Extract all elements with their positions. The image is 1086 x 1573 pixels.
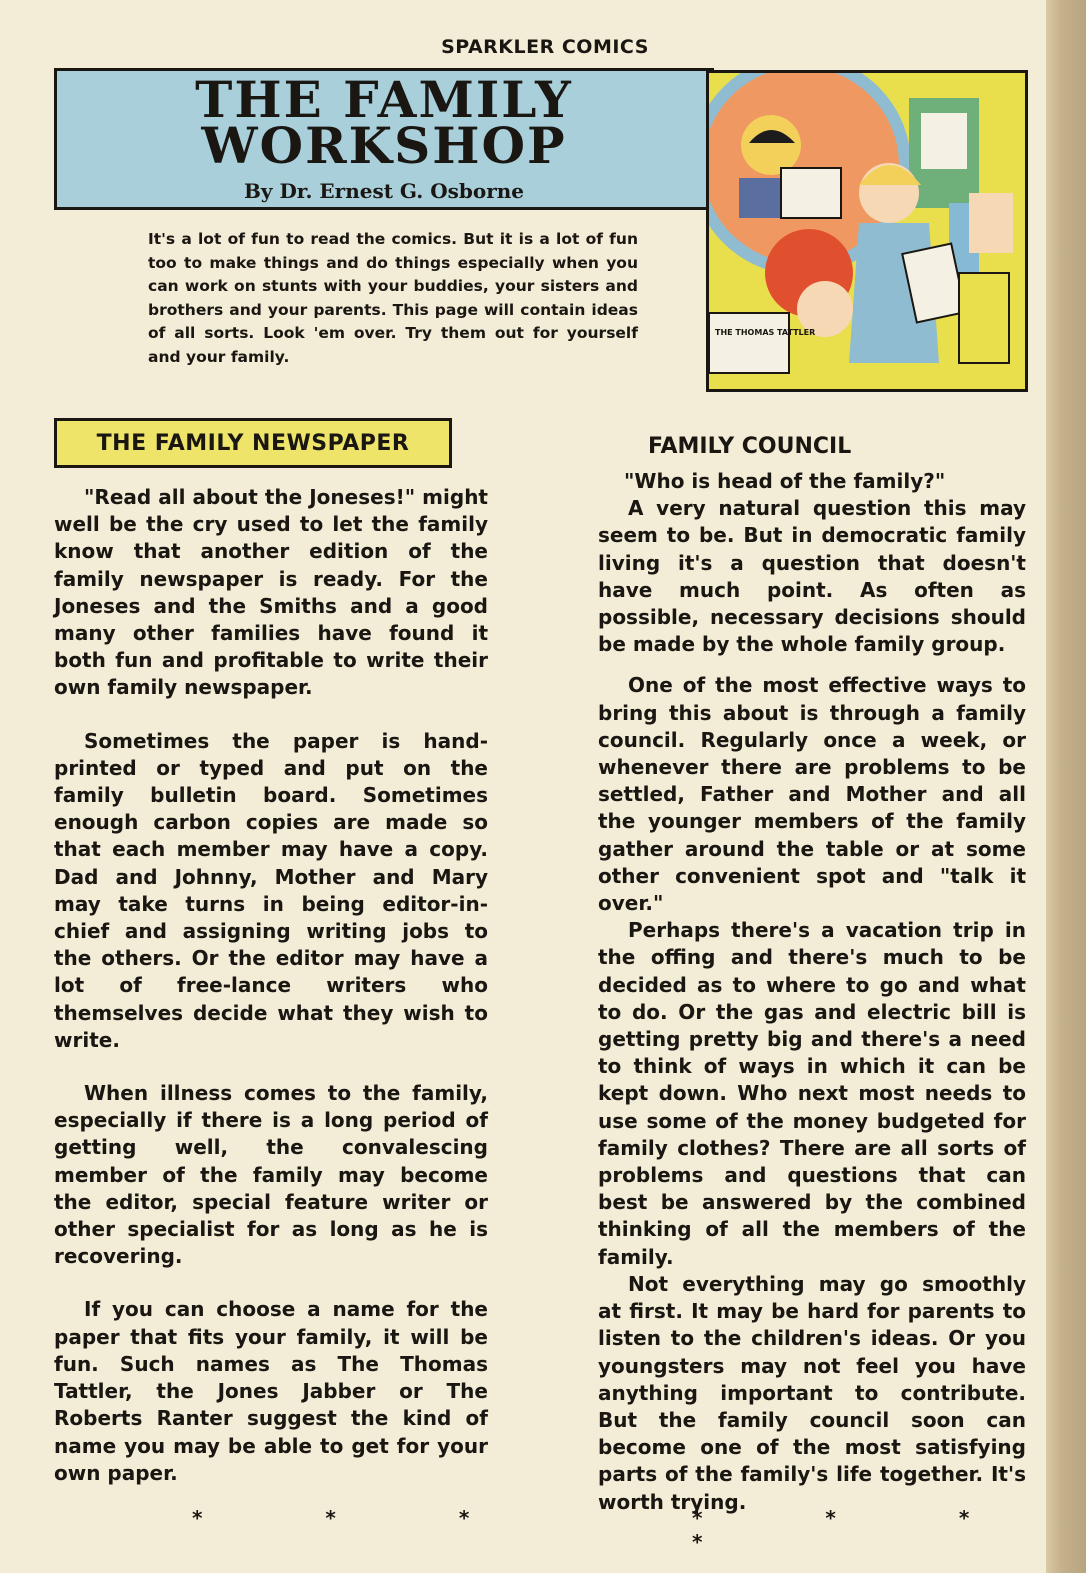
title-line-2: WORKSHOP	[201, 116, 567, 175]
illustration-art	[709, 73, 1025, 389]
intro-paragraph: It's a lot of fun to read the comics. But it is a lot of fun too to make things and do things especially when you can work on stunts with your buddies, your sisters and brothers and your parents. This page will contain ideas of all sorts. Look 'em over. Try them out for yourself and your family.	[148, 230, 638, 366]
council-paragraph: One of the most effective ways to bring this about is through a family council. Regularly once a week, or whenever there are problems to be settled, Father and Mother and all the younger members of the family gather around the table or at some other convenient spot and "talk it over."	[598, 673, 1026, 916]
title-box	[54, 68, 714, 210]
council-paragraph: A very natural question this may seem to be. But in democratic family living it's a question that doesn't have much point. As often as possible, necessary decisions should be made by the whole family group.	[598, 496, 1026, 657]
newspaper-paragraph: "Read all about the Joneses!" might well be the cry used to let the family know that another edition of the family newspaper is ready. For the Joneses and the Smiths and a good many other families have found it both fun and profitable to write their own family newspaper.	[54, 485, 488, 700]
article-title	[57, 70, 711, 175]
family-council-column	[598, 468, 1026, 1516]
newspaper-paragraph: Sometimes the paper is hand-printed or typed and put on the family bulletin board. Sometimes enough carbon copies are made so that each member may have a copy. Dad and Johnny, Mother and Mary may take turns in being editor-in-chief and assigning writing jobs to the others. Or the editor may have a lot of free-lance writers who themselves decide what they wish to write.	[54, 728, 488, 1052]
magazine-header: SPARKLER COMICS	[441, 36, 649, 58]
council-quote: "Who is head of the family?"	[624, 469, 946, 493]
right-end-stars: * * * *	[692, 1506, 1028, 1554]
newspaper-sign: THE THOMAS TATTLER	[715, 328, 816, 337]
family-council-heading: FAMILY COUNCIL	[648, 434, 852, 459]
council-paragraph: Perhaps there's a vacation trip in the offing and there's much to be decided as to where to go and what to do. Or the gas and electric bill is getting pretty big and there's a need to think of ways in which it can be kept down. Who next most needs to use some of the money budgeted for family clothes? There are all sorts of problems and questions that can best be answered by the combined thinking of all the members of the family.	[598, 918, 1026, 1269]
byline: By Dr. Ernest G. Osborne	[243, 179, 525, 203]
page-gutter	[1046, 0, 1086, 1573]
title-line-1: THE FAMILY	[195, 70, 573, 129]
family-newspaper-heading: THE FAMILY NEWSPAPER	[54, 418, 452, 468]
newspaper-paragraph: If you can choose a name for the paper that fits your family, it will be fun. Such names as The Thomas Tattler, the Jones Jabber or The Roberts Ranter suggest the kind of name you may be able to get for your own paper.	[54, 1297, 488, 1485]
family-newspaper-column	[54, 484, 488, 1513]
council-paragraph: Not everything may go smoothly at first. It may be hard for parents to listen to the children's ideas. Or you youngsters may not feel you have anything important to contribute. But the family council soon can become one of the most satisfying parts of the family's life together. It's worth trying.	[598, 1271, 1026, 1514]
family-illustration	[706, 70, 1028, 392]
newspaper-paragraph: When illness comes to the family, especially if there is a long period of getting well, the convalescing member of the family may become the editor, special feature writer or other specialist for as long as he is recovering.	[54, 1081, 488, 1269]
left-end-stars: * * *	[192, 1506, 528, 1530]
